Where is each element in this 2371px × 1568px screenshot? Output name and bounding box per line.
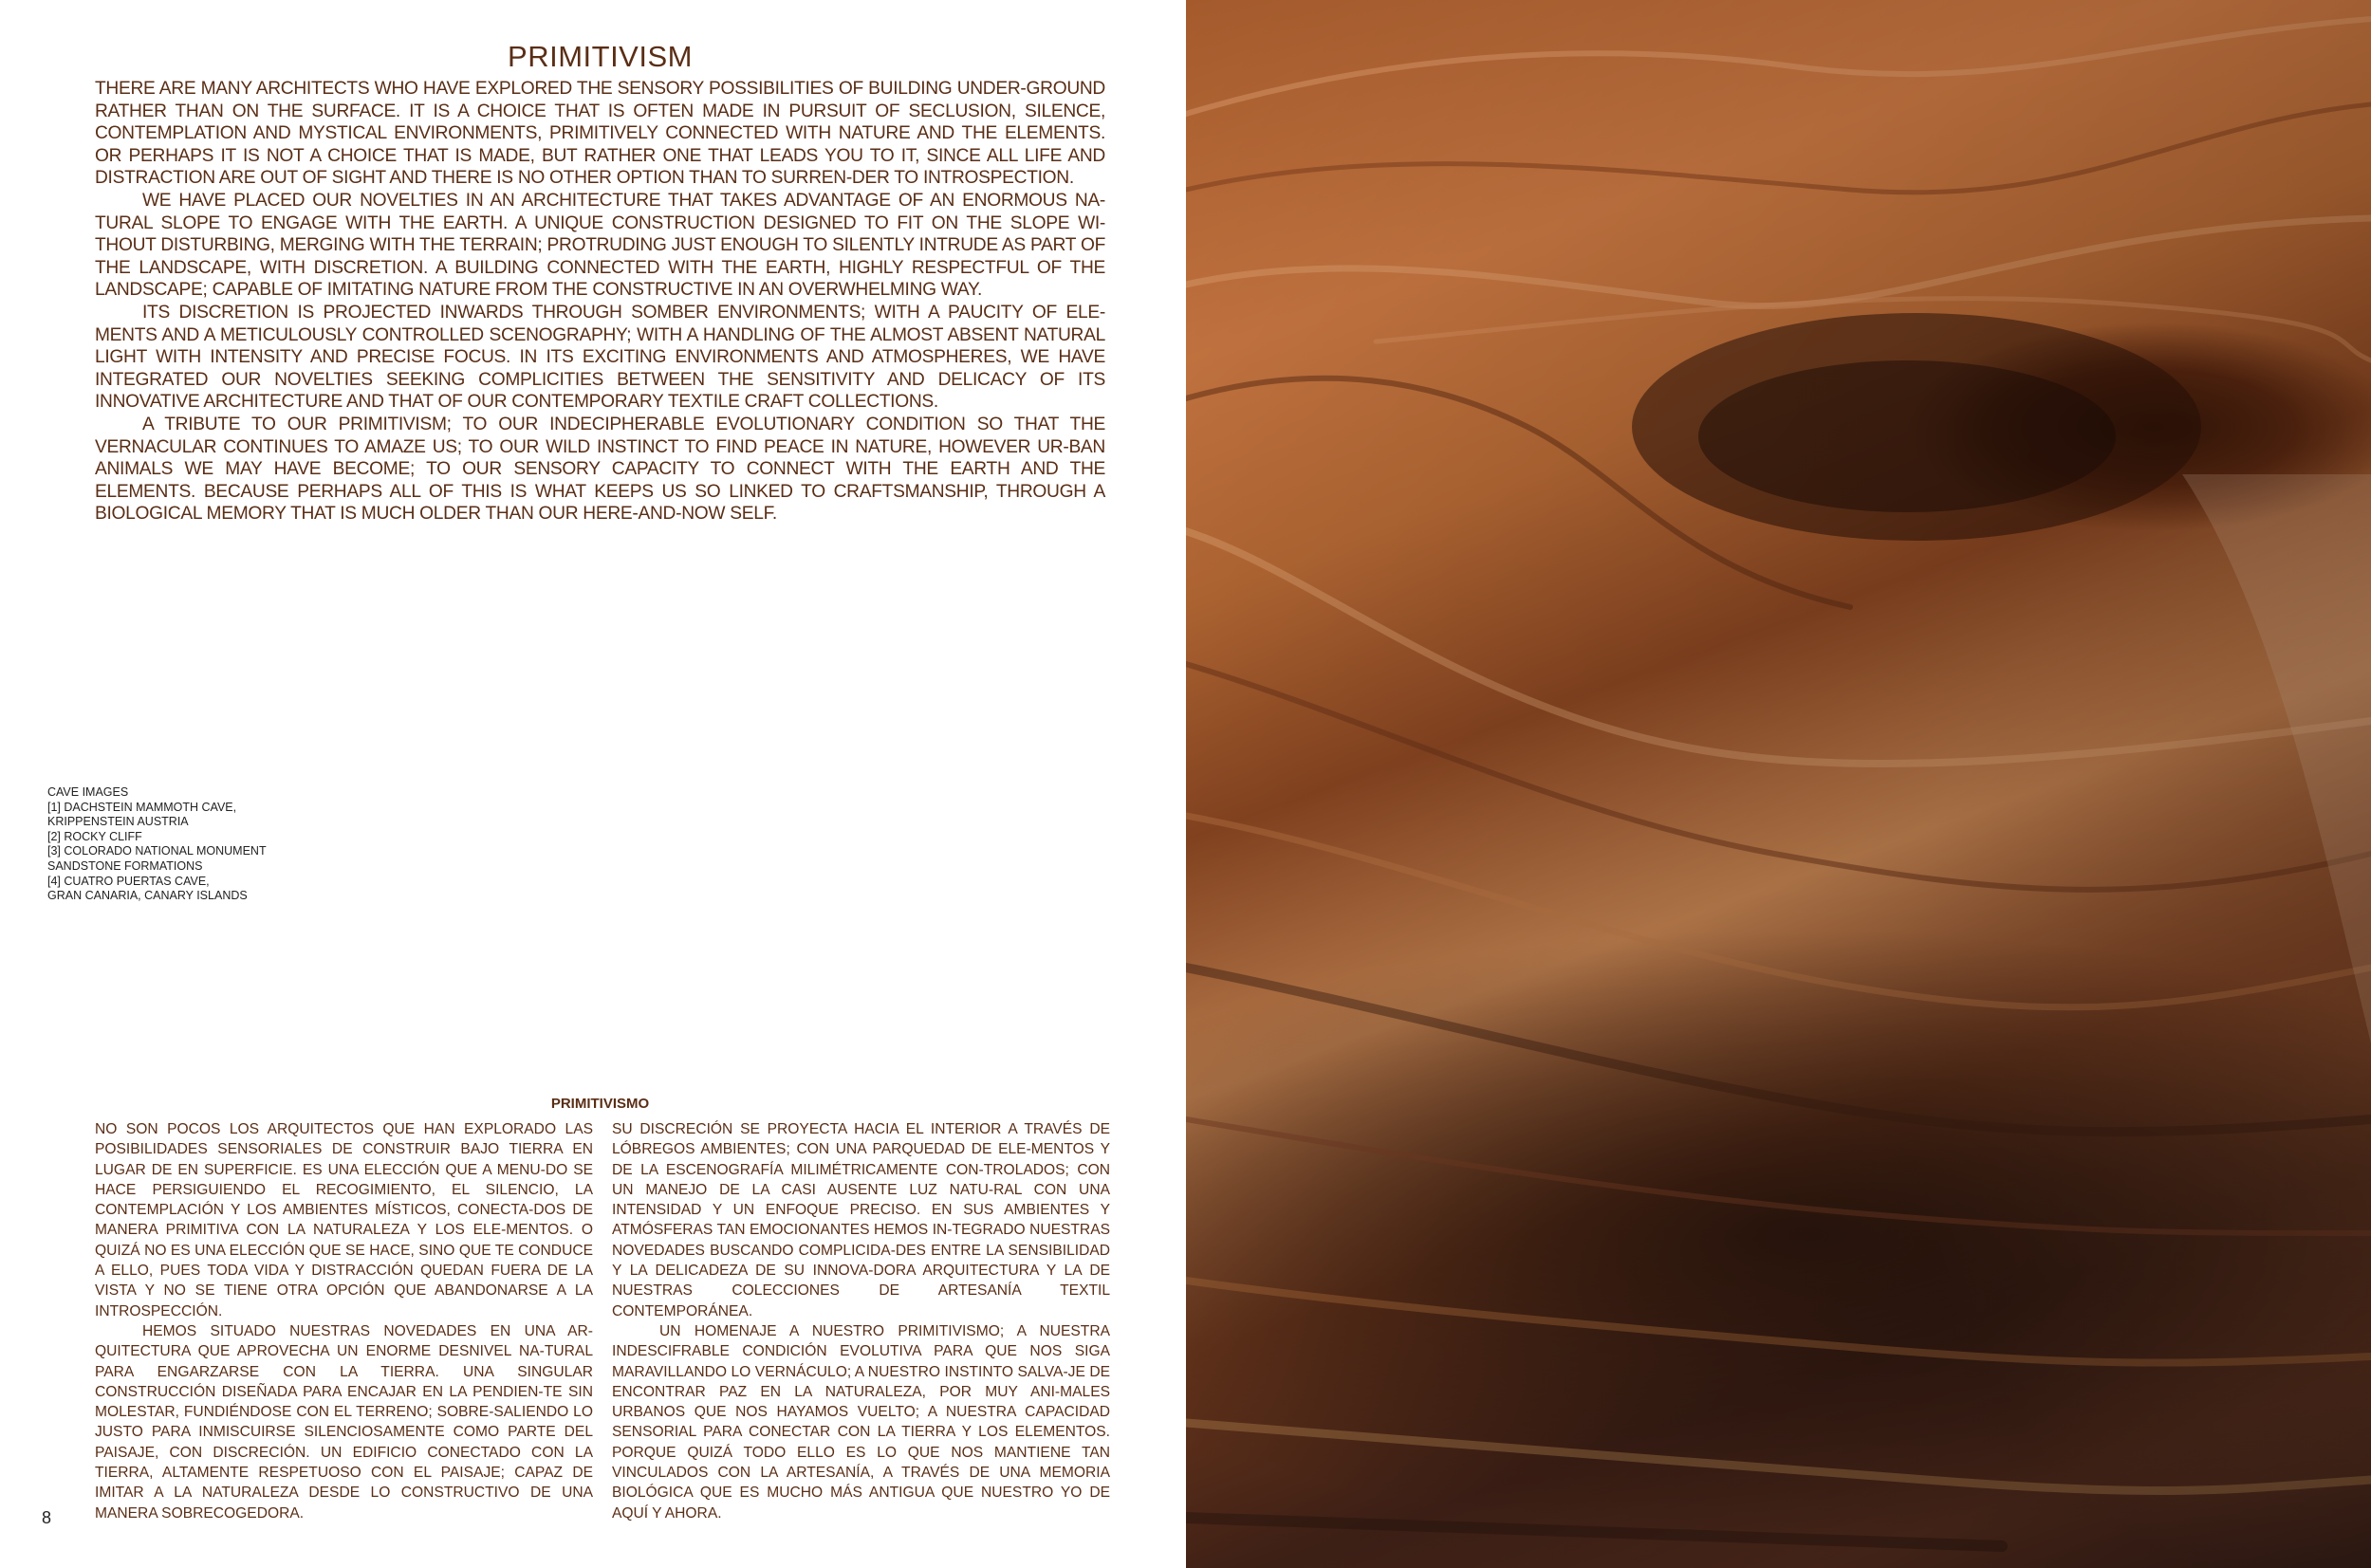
spanish-column-left: [95, 1119, 593, 1523]
english-paragraph: WE HAVE PLACED OUR NOVELTIES IN AN ARCHITECTURE THAT TAKES ADVANTAGE OF AN ENORMOUS NA-TURAL SLOPE TO ENGAGE WITH THE EARTH. A UNIQUE CONSTRUCTION DESIGNED TO FIT ON THE SLOPE WI-THOUT DISTURBING, MERGING WITH THE TERRAIN; PROTRUDING JUST ENOUGH TO SILENTLY INTRUDE AS PART OF THE LANDSCAPE, WITH DISCRETION. A BUILDING CONNECTED WITH THE EARTH, HIGHLY RESPECTFUL OF THE LANDSCAPE; CAPABLE OF IMITATING NATURE FROM THE CONSTRUCTIVE IN AN OVERWHELMING WAY.: [95, 190, 1105, 301]
english-paragraph: A TRIBUTE TO OUR PRIMITIVISM; TO OUR INDECIPHERABLE EVOLUTIONARY CONDITION SO THAT THE VERNACULAR CONTINUES TO AMAZE US; TO OUR WILD INSTINCT TO FIND PEACE IN NATURE, HOWEVER UR-BAN ANIMALS WE MAY HAVE BECOME; TO OUR SENSORY CAPACITY TO CONNECT WITH THE EARTH AND THE ELEMENTS. BECAUSE PERHAPS ALL OF THIS IS WHAT KEEPS US SO LINKED TO CRAFTSMANSHIP, THROUGH A BIOLOGICAL MEMORY THAT IS MUCH OLDER THAN OUR HERE-AND-NOW SELF.: [95, 414, 1105, 525]
caption-line: CAVE IMAGES: [47, 785, 129, 799]
spanish-paragraph: HEMOS SITUADO NUESTRAS NOVEDADES EN UNA AR-QUITECTURA QUE APROVECHA UN ENORME DESNIVEL NA-TURAL PARA ENGARZARSE CON LA TIERRA. UNA SINGULAR CONSTRUCCIÓN DISEÑADA PARA ENCAJAR EN LA PENDIEN-TE SIN MOLESTAR, FUNDIÉNDOSE CON EL TERRENO; SOBRE-SALIENDO LO JUSTO PARA INMISCUIRSE SILENCIOSAMENTE COMO PARTE DEL PAISAJE, CON DISCRECIÓN. UN EDIFICIO CONECTADO CON LA TIERRA, ALTAMENTE RESPETUOSO CON EL PAISAJE; CAPAZ DE IMITAR A LA NATURALEZA DESDE LO CONSTRUCTIVO DE UNA MANERA SOBRECOGEDORA.: [95, 1322, 593, 1522]
image-captions: [47, 785, 332, 904]
rock-strata-illustration: [1186, 0, 2371, 1568]
page-number: 8: [42, 1508, 52, 1527]
english-body-text: [95, 78, 1105, 526]
caption-line: GRAN CANARIA, CANARY ISLANDS: [47, 889, 248, 903]
sandstone-cave-photo: [1186, 0, 2371, 1568]
caption-line: [1] DACHSTEIN MAMMOTH CAVE,: [47, 800, 237, 814]
caption-line: SANDSTONE FORMATIONS: [47, 858, 203, 873]
spanish-title: PRIMITIVISMO: [550, 1096, 650, 1112]
spanish-paragraph: NO SON POCOS LOS ARQUITECTOS QUE HAN EXPLORADO LAS POSIBILIDADES SENSORIALES DE CONSTRUIR BAJO TIERRA EN LUGAR DE EN SUPERFICIE. ES UNA ELECCIÓN QUE A MENU-DO SE HACE PERSIGUIENDO EL RECOGIMIENTO, EL SILENCIO, LA CONTEMPLACIÓN Y LOS AMBIENTES MÍSTICOS, CONECTA-DOS DE MANERA PRIMITIVA CON LA NATURALEZA Y LOS ELE-MENTOS. O QUIZÁ NO ES UNA ELECCIÓN QUE SE HACE, SINO QUE TE CONDUCE A ELLO, PUES TODA VIDA Y DISTRACCIÓN QUEDAN FUERA DE LA VISTA Y NO SE TIENE OTRA OPCIÓN QUE ABANDONARSE A LA INTROSPECCIÓN.: [95, 1121, 593, 1319]
page-title: PRIMITIVISM: [508, 40, 693, 73]
spanish-column-right: [612, 1119, 1110, 1523]
caption-line: [3] COLORADO NATIONAL MONUMENT: [47, 844, 267, 858]
english-paragraph: THERE ARE MANY ARCHITECTS WHO HAVE EXPLORED THE SENSORY POSSIBILITIES OF BUILDING UNDER-GROUND RATHER THAN ON THE SURFACE. IT IS A CHOICE THAT IS OFTEN MADE IN PURSUIT OF SECLUSION, SILENCE, CONTEMPLATION AND MYSTICAL ENVIRONMENTS, PRIMITIVELY CONNECTED WITH NATURE AND THE ELEMENTS. OR PERHAPS IT IS NOT A CHOICE THAT IS MADE, BUT RATHER ONE THAT LEADS YOU TO IT, SINCE ALL LIFE AND DISTRACTION ARE OUT OF SIGHT AND THERE IS NO OTHER OPTION THAN TO SURREN-DER TO INTROSPECTION.: [95, 79, 1105, 189]
caption-line: KRIPPENSTEIN AUSTRIA: [47, 815, 189, 829]
caption-line: [4] CUATRO PUERTAS CAVE,: [47, 874, 210, 888]
spanish-paragraph: SU DISCRECIÓN SE PROYECTA HACIA EL INTERIOR A TRAVÉS DE LÓBREGOS AMBIENTES; CON UNA PARQUEDAD DE ELE-MENTOS Y DE LA ESCENOGRAFÍA MILIMÉTRICAMENTE CON-TROLADOS; CON UN MANEJO DE LA CASI AUSENTE LUZ NATU-RAL CON UNA INTENSIDAD Y UN ENFOQUE PRECISO. EN SUS AMBIENTES Y ATMÓSFERAS TAN EMOCIONANTES HEMOS IN-TEGRADO NUESTRAS NOVEDADES BUSCANDO COMPLICIDA-DES ENTRE LA SENSIBILIDAD Y LA DELICADEZA DE SU INNOVA-DORA ARQUITECTURA Y LA DE NUESTRAS COLECCIONES DE ARTESANÍA TEXTIL CONTEMPORÁNEA.: [612, 1121, 1110, 1319]
caption-line: [2] ROCKY CLIFF: [47, 829, 142, 843]
spanish-paragraph: UN HOMENAJE A NUESTRO PRIMITIVISMO; A NUESTRA INDESCIFRABLE CONDICIÓN EVOLUTIVA PARA QUE NOS SIGA MARAVILLANDO LO VERNÁCULO; A NUESTRO INSTINTO SALVA-JE DE ENCONTRAR PAZ EN LA NATURALEZA, POR MUY ANI-MALES URBANOS QUE NOS HAYAMOS VUELTO; A NUESTRA CAPACIDAD SENSORIAL PARA CONECTAR CON LA TIERRA Y LOS ELEMENTOS. PORQUE QUIZÁ TODO ELLO ES LO QUE NOS MANTIENE TAN VINCULADOS CON LA ARTESANÍA, A TRAVÉS DE UNA MEMORIA BIOLÓGICA QUE ES MUCHO MÁS ANTIGUA QUE NUESTRO YO DE AQUÍ Y AHORA.: [612, 1322, 1110, 1522]
english-paragraph: ITS DISCRETION IS PROJECTED INWARDS THROUGH SOMBER ENVIRONMENTS; WITH A PAUCITY OF ELE-MENTS AND A METICULOUSLY CONTROLLED SCENOGRAPHY; WITH A HANDLING OF THE ALMOST ABSENT NATURAL LIGHT WITH INTENSITY AND PRECISE FOCUS. IN ITS EXCITING ENVIRONMENTS AND ATMOSPHERES, WE HAVE INTEGRATED OUR NOVELTIES SEEKING COMPLICITIES BETWEEN THE SENSITIVITY AND DELICACY OF ITS INNOVATIVE ARCHITECTURE AND THAT OF OUR CONTEMPORARY TEXTILE CRAFT COLLECTIONS.: [95, 302, 1105, 413]
